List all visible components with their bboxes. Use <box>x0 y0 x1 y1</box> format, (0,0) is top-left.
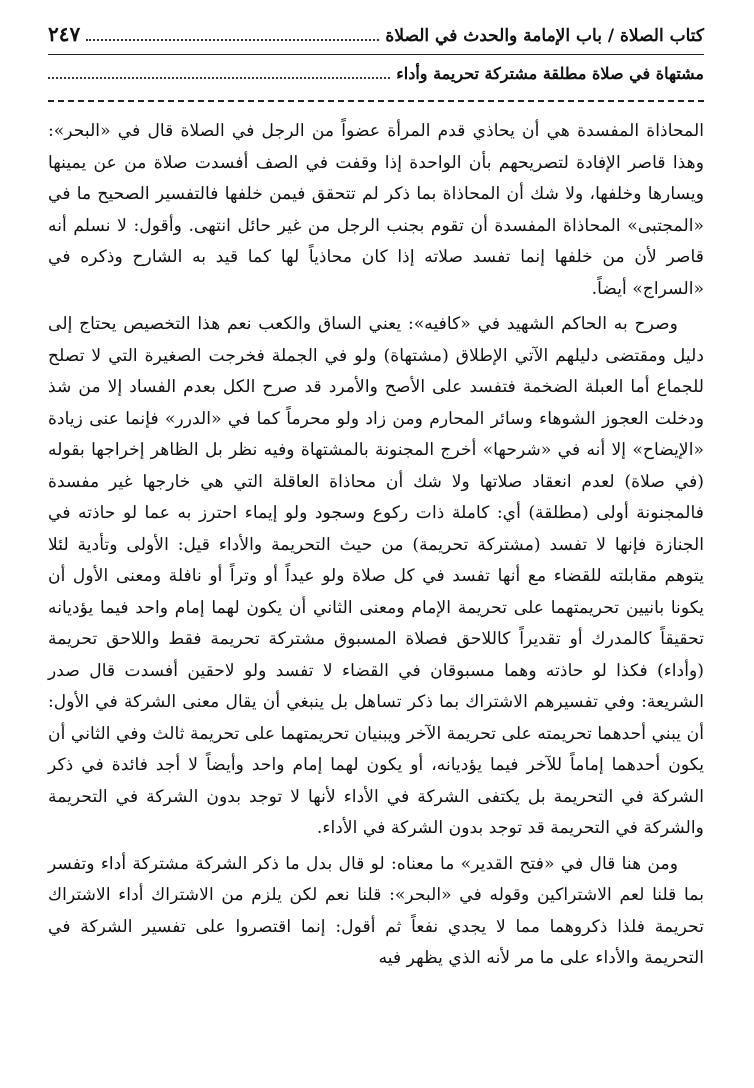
chapter-title: كتاب الصلاة / باب الإمامة والحدث في الصلاة <box>385 26 704 46</box>
header-rule <box>48 54 704 55</box>
running-header <box>48 22 704 46</box>
paragraph-1: المحاذاة المفسدة هي أن يحاذي قدم المرأة عضواً من الرجل في الصلاة قال في «البحر»: وهذا قاصر الإفادة لتصريحهم بأن الواحدة إذا وقفت في الصف أفسدت صلاة من عن يمينها ويسارها وخلفها، ولا شك أن المحاذاة بما ذكر لم تتحقق فيمن خلفها فالتفسير الصحيح ما في «المجتبى» المحاذاة المفسدة أن تقوم بجنب الرجل من غير حائل انتهى. وأقول: لا نسلم أنه قاصر لأن من خلفها إنما تفسد صلاته إذا كان محاذياً لها كما قيد به الشارح وذكره في «السراج» أيضاً. <box>48 121 704 299</box>
matn-dotted-leader <box>48 77 390 79</box>
dotted-leader <box>86 39 379 41</box>
matn-line <box>48 64 704 84</box>
matn-divider <box>48 100 704 102</box>
commentary-body <box>48 116 704 975</box>
paragraph-3: ومن هنا قال في «فتح القدير» ما معناه: لو قال بدل ما ذكر الشركة مشتركة أداء وتفسر بما قلنا لعم الاشتراكين وقوله في «البحر»: قلنا نعم لكن يلزم من الاشتراك أداء الاشتراك تحريمة فلذا ذكروهما مما لا يجدي نفعاً ثم أقول: إنما اقتصروا على تفسير الشركة في التحريمة والأداء على ما مر لأنه الذي يظهر فيه <box>48 853 704 968</box>
paragraph-2: وصرح به الحاكم الشهيد في «كافيه»: يعني الساق والكعب نعم هذا التخصيص يحتاج إلى دليل ومقتضى دليلهم الآتي الإطلاق (مشتهاة) ولو في الجملة فخرجت الصغيرة التي لا تصلح للجماع أما العبلة الضخمة فتفسد على الأصح والأمرد قد صرح الكل بعدم الفساد إلا من شذ ودخلت العجوز الشوهاء وسائر المحارم ومن زاد ولو محرماً كما في «الدرر» فإنما عنى زيادة «الإيضاح» إلا أنه في «شرحها» أخرج المجنونة بالمشتهاة وفيه نظر بل الظاهر إخراجها بقوله (في صلاة) لعدم انعقاد صلاتها ولا شك أن محاذاة العاقلة التي هي خارجها غير مفسدة فالمجنونة أولى (مطلقة) أي: كاملة ذات ركوع وسجود ولو إيماء احترز به عما لو حاذته في الجنازة فإنها لا تفسد (مشتركة تحريمة) من حيث التحريمة والأداء قيل: الأولى وتأدية لئلا يتوهم مقابلته للقضاء مع أنها تفسد في كل صلاة ولو عيداً أو وتراً أو نافلة ومعنى الأول أن يكونا بانيين تحريمتهما على تحريمة الإمام ومعنى الثاني أن يكون لهما إمام واحد فيما يؤديانه تحقيقاً كالمدرك أو تقديراً كاللاحق فصلاة المسبوق مشتركة تحريمة فقط واللاحق تحريمة (وأداء) فكذا لو حاذته وهما مسبوقان في القضاء لا تفسد ولو لاحقين أفسدت قال صدر الشريعة: وفي تفسيرهم الاشتراك بما ذكر تساهل بل ينبغي أن يقال معنى الشركة في الأول: أن يبني أحدهما تحريمته على تحريمة الآخر ويبنيان تحريمتهما على تحريمة ثالث وفي الثاني أن يكون أحدهما إماماً للآخر فيما يؤديانه، أو يكون لهما إمام واحد وأيضاً لا أجد فائدة في ذكر الشركة في التحريمة بل يكتفى الشركة في الأداء لأنها لا توجد بدون الشركة في التحريمة والشركة في التحريمة قد توجد بدون الشركة في الأداء. <box>48 314 704 838</box>
matn-text: مشتهاة في صلاة مطلقة مشتركة تحريمة وأداء <box>396 64 704 83</box>
page-number: ٢٤٧ <box>48 22 81 46</box>
